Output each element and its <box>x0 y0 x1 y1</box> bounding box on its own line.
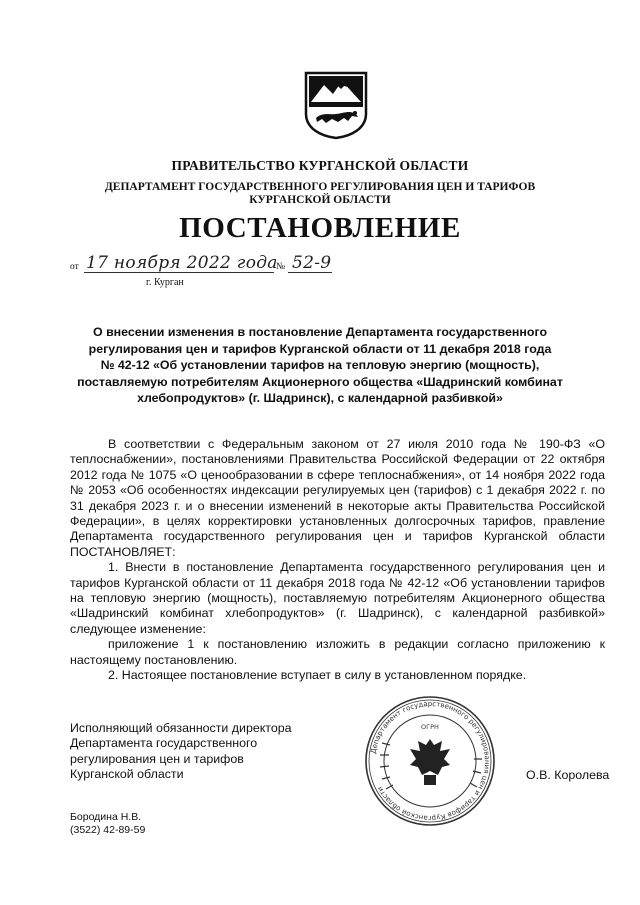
svg-text:Департамент государственного р: Департамент государственного регулирования цен и тарифов Курганской области <box>369 699 492 823</box>
subject-line-4: поставляемую потребителям Акционерного общества «Шадринский комбинат <box>77 374 563 389</box>
date-number-line <box>70 252 370 276</box>
organization-name: ПРАВИТЕЛЬСТВО КУРГАНСКОЙ ОБЛАСТИ <box>171 158 469 173</box>
body-paragraph-item-2: 2. Настоящее постановление вступает в силу в установленном порядке. <box>108 668 527 683</box>
signer-position <box>70 721 292 783</box>
number-label: № <box>276 262 286 272</box>
subject-line-1: О внесении изменения в постановление Департамента государственного <box>92 325 548 339</box>
department-name <box>60 181 580 207</box>
executor-name: Бородина Н.В. <box>70 811 142 823</box>
department-name-line2: КУРГАНСКОЙ ОБЛАСТИ <box>249 194 391 206</box>
document-body <box>70 437 605 684</box>
city-label: г. Курган <box>146 277 184 288</box>
svg-text:ОГРН: ОГРН <box>421 723 439 731</box>
subject-line-3: № 42-12 «Об установлении тарифов на тепловую энергию (мощность), <box>100 358 540 372</box>
document-subject <box>70 324 570 407</box>
signer-position-line1: Исполняющий обязанности директора <box>70 721 292 735</box>
document-type-title: ПОСТАНОВЛЕНИЕ <box>179 212 461 244</box>
from-label: от <box>70 262 79 272</box>
body-paragraph-item-1: 1. Внести в постановление Департамента государственного регулирования цен и тарифов Курганской области от 11 декабря 2018 года № 42-12 «Об установлении тарифов на тепловую энергию (мощность), поставляемую потребителям Акционерного общества «Шадринский комбинат хлебопродуктов» (г. Шадринск), с календарной разбивкой» следующее изменение: <box>70 560 605 636</box>
signer-position-line4: Курганской области <box>70 767 184 782</box>
signer-position-line3: регулирования цен и тарифов <box>70 751 244 766</box>
official-stamp-seal-icon <box>362 693 498 829</box>
signer-name: О.В. Королева <box>526 768 610 782</box>
executor-info <box>70 811 145 837</box>
handwritten-number: 52-9 <box>292 253 332 273</box>
department-name-line1: ДЕПАРТАМЕНТ ГОСУДАРСТВЕННОГО РЕГУЛИРОВАНИЯ ЦЕН И ТАРИФОВ <box>104 181 536 193</box>
body-paragraph-preamble: В соответствии с Федеральным законом от 27 июля 2010 года № 190-ФЗ «О теплоснабжении», постановлениями Правительства Российской Федерации от 22 октября 2012 года № 1075 «О ценообразовании в сфере теплоснабжения», от 14 ноября 2022 года № 2053 «Об особенностях индексации регулируемых цен (тарифов) с 1 декабря 2022 г. по 31 декабря 2023 г. и о внесении изменений в некоторые акты Правительства Российской Федерации», в целях корректировки установленных долгосрочных тарифов, правление Департамента государственного регулирования цен и тарифов Курганской области ПОСТАНОВЛЯЕТ: <box>70 437 605 559</box>
subject-line-2: регулирования цен и тарифов Курганской области от 11 декабря 2018 года <box>88 341 552 356</box>
subject-line-5: хлебопродуктов» (г. Шадринск), с календарной разбивкой» <box>137 391 503 405</box>
body-paragraph-amendment: приложение 1 к постановлению изложить в редакции согласно приложению к настоящему постановлению. <box>70 637 605 667</box>
signer-position-line2: Департамента государственного <box>70 736 258 751</box>
handwritten-date: 17 ноября 2022 года <box>86 253 278 273</box>
kurgan-region-coat-of-arms-icon <box>302 70 370 140</box>
executor-phone: (3522) 42-89-59 <box>70 824 146 836</box>
